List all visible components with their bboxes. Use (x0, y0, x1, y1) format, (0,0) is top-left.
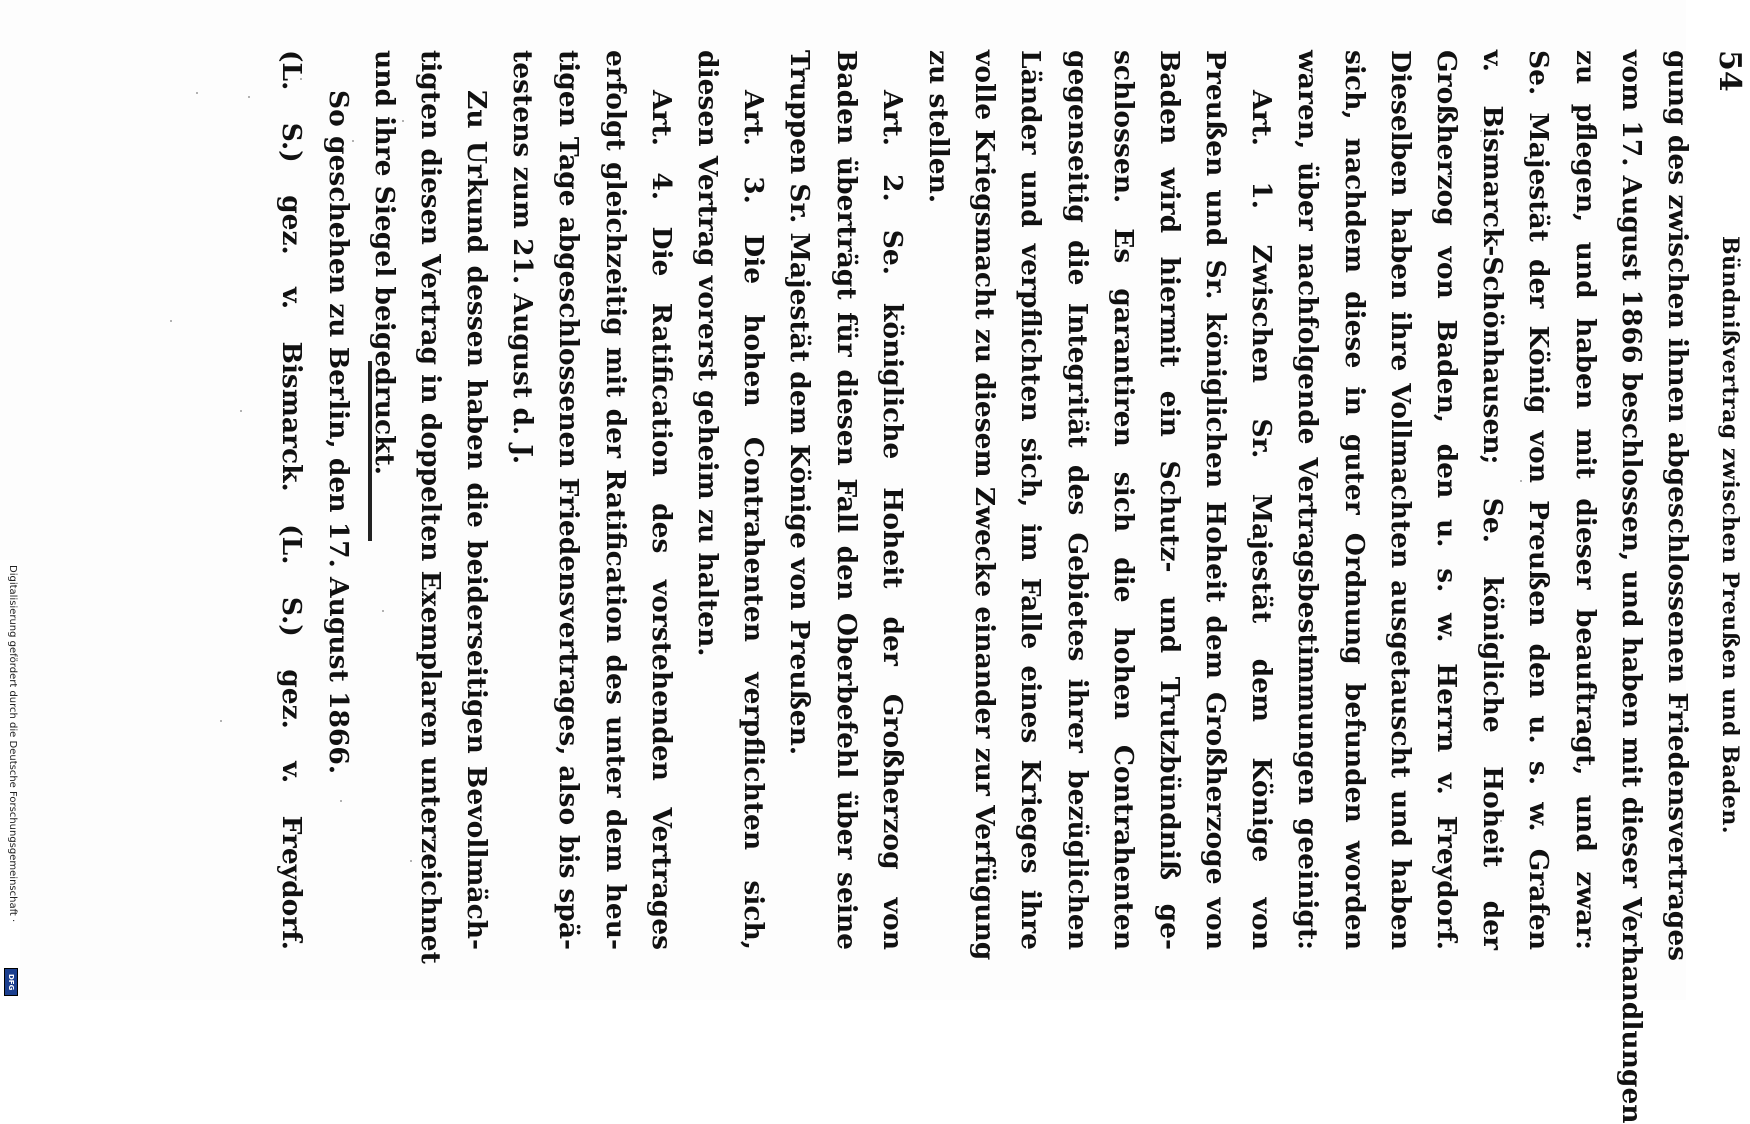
text-line: tigten diesen Vertrag in doppelten Exemplaren unterzeichnet (414, 50, 446, 964)
scan-speck (196, 92, 198, 94)
text-line: erfolgt gleichzeitig mit der Ratification des unter dem heu- (599, 50, 631, 950)
text-line: So geschehen zu Berlin, den 17. August 1866. (322, 90, 354, 775)
scan-speck (220, 720, 222, 722)
text-line: und ihre Siegel beigedruckt. (368, 50, 400, 475)
text-line: diesen Vertrag vorerst geheim zu halten. (692, 50, 724, 657)
page-number: 54 (1712, 50, 1748, 92)
text-line: Dieselben haben ihre Vollmachten ausgetauscht und haben (1384, 50, 1416, 950)
text-line: Art. 2. Se. königliche Hoheit der Großherzog von (876, 90, 908, 950)
text-line: volle Kriegsmacht zu diesem Zwecke einander zur Verfügung (969, 50, 1001, 961)
text-line: testens zum 21. August d. J. (507, 50, 539, 465)
scan-speck (170, 320, 172, 322)
scan-speck (248, 96, 250, 98)
text-line: Länder und verpflichten sich, im Falle eines Krieges ihre (1015, 50, 1047, 950)
text-line: tigen Tage abgeschlossenen Friedensvertrages, also bis spä- (553, 50, 585, 950)
text-line: waren, über nachfolgende Vertragsbestimmungen geeinigt: (1292, 50, 1324, 950)
text-line: gegenseitig die Integrität des Gebietes ihrer bezüglichen (1061, 50, 1093, 950)
text-line: Art. 1. Zwischen Sr. Majestät dem Könige von (1246, 90, 1278, 950)
credit-text: Digitalisierung gefördert durch die Deutsche Forschungsgemeinschaft · (7, 565, 18, 923)
running-title: Bündnißvertrag zwischen Preußen und Baden. (1717, 235, 1743, 835)
page-header (1710, 50, 1750, 950)
text-line: Se. Majestät der König von Preußen den u. s. w. Grafen (1523, 50, 1555, 950)
text-line: sich, nachdem diese in guter Ordnung befunden worden (1338, 50, 1370, 950)
dfg-logo: DFG (4, 968, 18, 996)
signature-line: (L. S.) gez. v. Bismarck. (L. S.) gez. v. Freydorf. (276, 50, 308, 950)
text-line: Baden wird hiermit ein Schutz- und Trutzbündniß ge- (1153, 50, 1185, 950)
text-line: vom 17. August 1866 beschlossen, und haben mit dieser Verhandlungen (1615, 50, 1647, 1124)
text-line: zu pflegen, und haben mit dieser beauftragt, und zwar: (1569, 50, 1601, 950)
rotated-text-block (276, 50, 1748, 1124)
text-line: Zu Urkund dessen haben die beiderseitigen Bevollmäch- (461, 90, 493, 950)
text-line: Preußen und Sr. königlichen Hoheit dem Großherzoge von (1200, 50, 1232, 950)
body-text (268, 50, 1700, 1124)
text-line: zu stellen. (923, 50, 954, 204)
text-line: Art. 3. Die hohen Contrahenten verpflichten sich, (738, 90, 770, 950)
text-line: gung des zwischen ihnen abgeschlossenen Friedensvertrages (1662, 50, 1693, 962)
text-line: Baden überträgt für diesen Fall den Oberbefehl über seine (830, 50, 862, 950)
scan-speck (240, 410, 242, 412)
text-line: Großherzog von Baden, den u. s. w. Herrn v. Freydorf. (1431, 50, 1463, 950)
text-line: v. Bismarck-Schönhausen; Se. königliche Hoheit der (1477, 50, 1509, 950)
text-line: Art. 4. Die Ratification des vorstehenden Vertrages (645, 90, 677, 950)
text-line: Truppen Sr. Majestät dem Könige von Preußen. (784, 50, 816, 756)
text-line: schlossen. Es garantiren sich die hohen Contrahenten (1107, 50, 1139, 950)
